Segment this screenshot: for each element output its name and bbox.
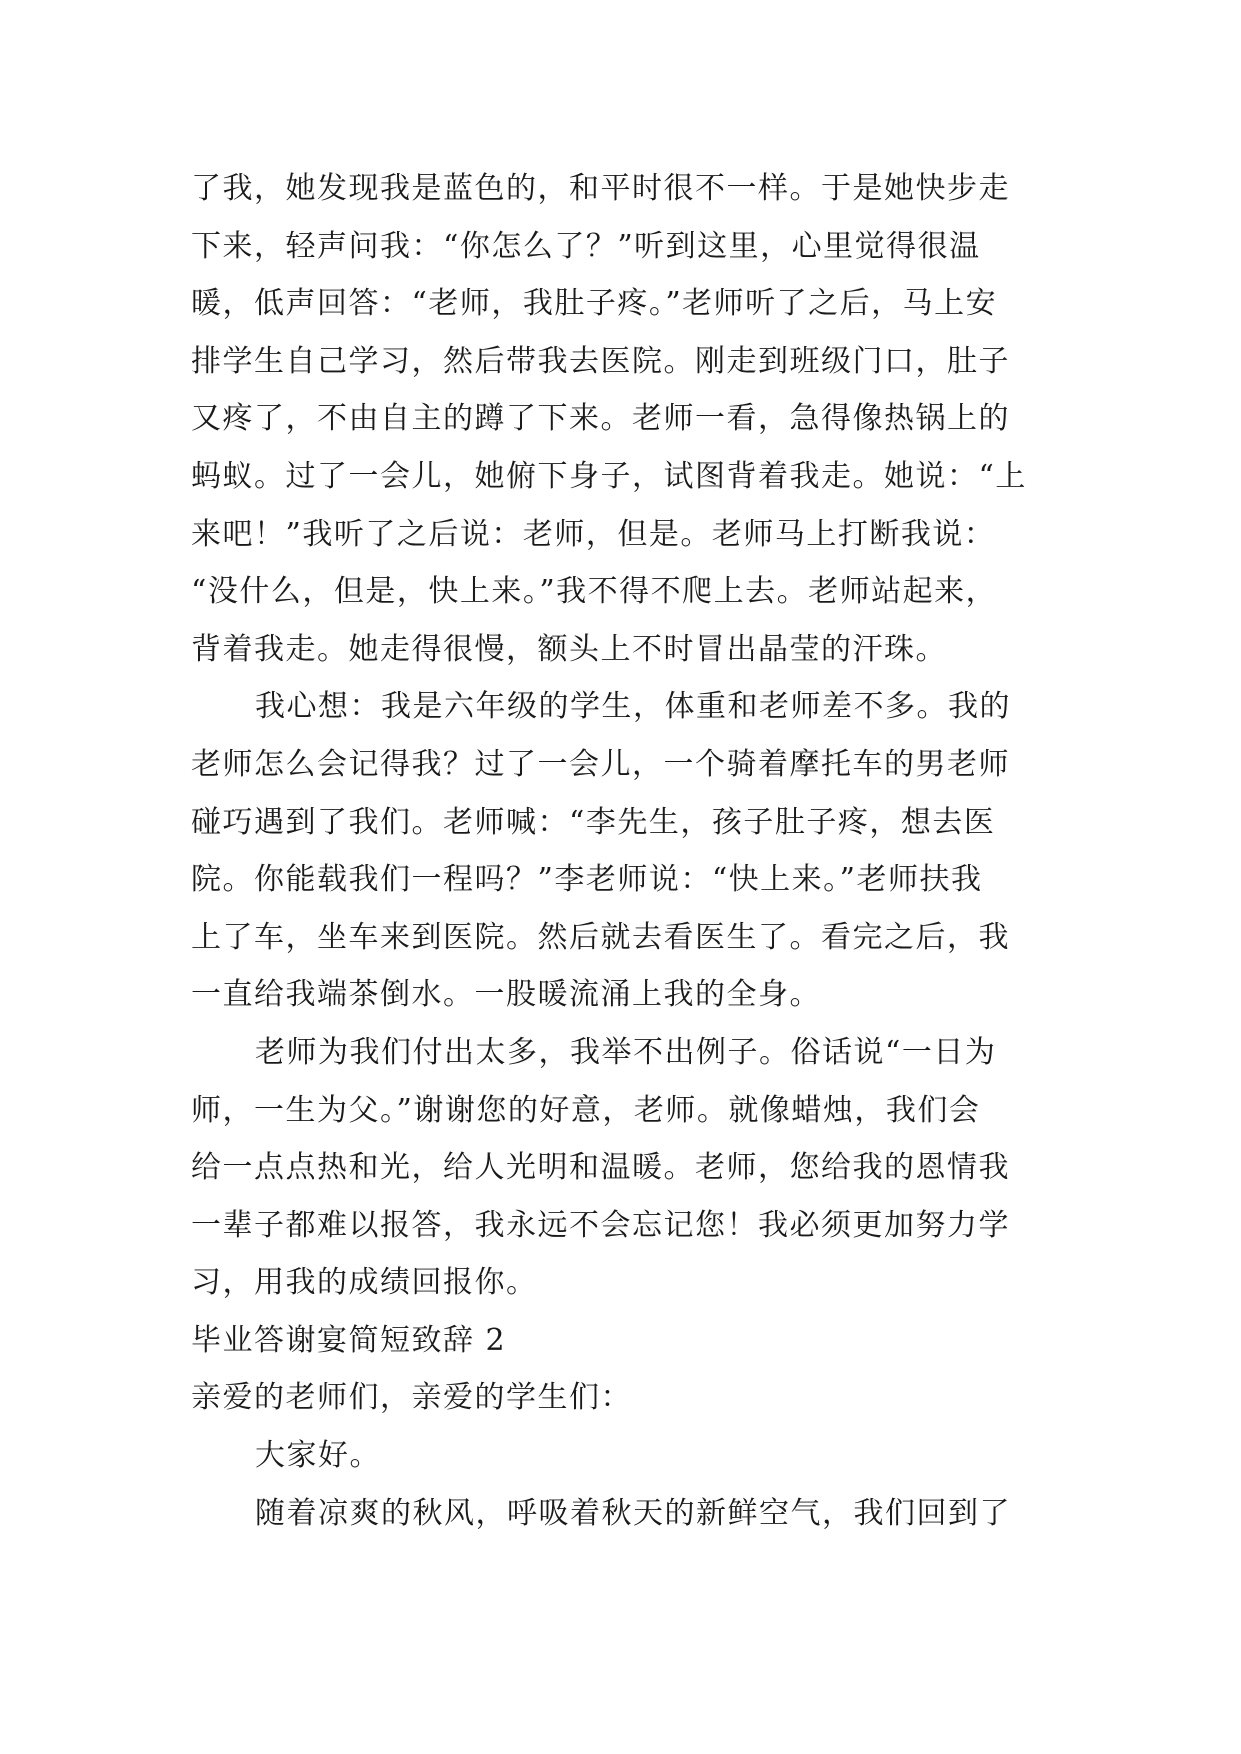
text-line: 了我，她发现我是蓝色的，和平时很不一样。于是她快步走	[191, 171, 1010, 206]
text-line: 排学生自己学习，然后带我去医院。刚走到班级门口，肚子	[191, 343, 1010, 379]
paragraph-3	[191, 1024, 1071, 1312]
text-line: 蚂蚁。过了一会儿，她俯下身子，试图背着我走。她说：“上	[191, 458, 1027, 494]
text-line: 给一点点热和光，给人光明和温暖。老师，您给我的恩情我	[191, 1150, 1010, 1186]
text-line: 随着凉爽的秋风，呼吸着秋天的新鲜空气，我们回到了	[255, 1495, 1011, 1531]
text-line: 下来，轻声问我：“你怎么了？”听到这里，心里觉得很温	[191, 228, 981, 264]
text-line: 我心想：我是六年级的学生，体重和老师差不多。我的	[255, 689, 1011, 725]
text-line: 老师怎么会记得我？过了一会儿，一个骑着摩托车的男老师	[191, 746, 1010, 782]
document-body	[191, 160, 1071, 1542]
salutation: 亲爱的老师们，亲爱的学生们：	[191, 1380, 632, 1416]
paragraph-4	[191, 1485, 1071, 1543]
text-line: 上了车，坐车来到医院。然后就去看医生了。看完之后，我	[191, 919, 1010, 955]
text-line: 来吧！”我听了之后说：老师，但是。老师马上打断我说：	[191, 516, 996, 552]
greeting: 大家好。	[255, 1438, 381, 1474]
text-line: 习，用我的成绩回报你。	[191, 1265, 538, 1301]
paragraph-2	[191, 678, 1071, 1024]
text-line: 背着我走。她走得很慢，额头上不时冒出晶莹的汗珠。	[191, 631, 947, 667]
text-line: 师，一生为父。”谢谢您的好意，老师。就像蜡烛，我们会	[191, 1092, 981, 1128]
text-line: 一直给我端茶倒水。一股暖流涌上我的全身。	[191, 977, 821, 1013]
text-line: 院。你能载我们一程吗？”李老师说：“快上来。”老师扶我	[191, 862, 983, 898]
text-line: 碰巧遇到了我们。老师喊：“李先生，孩子肚子疼，想去医	[191, 804, 996, 840]
text-line: 老师为我们付出太多，我举不出例子。俗话说“一日为	[255, 1034, 997, 1070]
text-line: 又疼了，不由自主的蹲了下来。老师一看，急得像热锅上的	[191, 401, 1010, 437]
text-line: 一辈子都难以报答，我永远不会忘记您！我必须更加努力学	[191, 1207, 1010, 1243]
section-heading: 毕业答谢宴简短致辞 2	[191, 1322, 507, 1358]
text-line: 暖，低声回答：“老师，我肚子疼。”老师听了之后，马上安	[191, 286, 998, 322]
text-line: “没什么，但是，快上来。”我不得不爬上去。老师站起来，	[191, 574, 998, 610]
paragraph-1	[191, 160, 1071, 678]
